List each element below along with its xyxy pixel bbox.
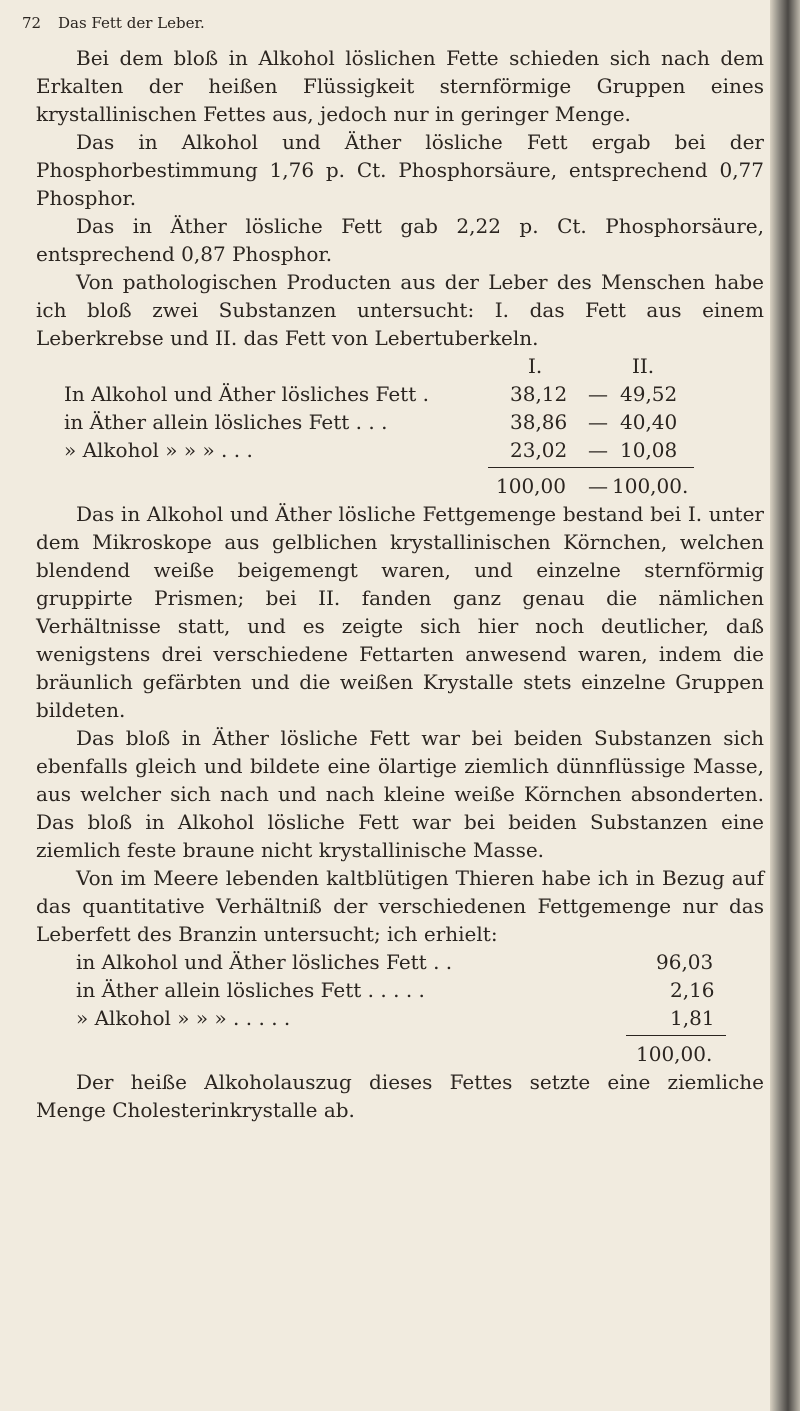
- table1-total-dash: —: [588, 474, 608, 498]
- table2-row: [36, 976, 764, 1004]
- table2-row: [36, 1004, 764, 1032]
- table1-header: [36, 352, 764, 380]
- table2-row-label: in Äther allein lösliches Fett . . . . .: [76, 978, 425, 1002]
- table1-value-2: 10,08: [620, 438, 678, 462]
- table1-row-label: » Alkohol » » » . . .: [64, 438, 253, 462]
- table1-value-1: 23,02: [510, 438, 568, 462]
- table2-value: 96,03: [656, 950, 714, 974]
- table1-row-label: In Alkohol und Äther lösliches Fett .: [64, 382, 429, 406]
- table2-value: 1,81: [670, 1006, 715, 1030]
- table1-value-1: 38,86: [510, 410, 568, 434]
- page-number: 72: [22, 14, 42, 32]
- table2-row-label: in Alkohol und Äther lösliches Fett . .: [76, 950, 453, 974]
- table1-value-2: 40,40: [620, 410, 678, 434]
- book-binding-edge: [770, 0, 800, 1411]
- table1-row: [36, 436, 764, 464]
- table2-total: 100,00.: [636, 1042, 713, 1066]
- table2-sum-rule: [626, 1035, 726, 1036]
- table2-row-label: » Alkohol » » » . . . . .: [76, 1006, 291, 1030]
- paragraph-sea-animals: Von im Meere lebenden kaltblütigen Thieren habe ich in Bezug auf das quantitative Verhältniß der verschiedenen Fettgemenge nur das Leberfett des Branzin untersucht; ich erhielt:: [36, 866, 764, 946]
- paragraph-phosphor-1: Das in Alkohol und Äther lösliche Fett ergab bei der Phosphorbestimmung 1,76 p. Ct. Phosphorsäure, entsprechend 0,77 Phosphor.: [36, 130, 764, 210]
- table1-row: [36, 408, 764, 436]
- table1-dash: —: [588, 410, 608, 434]
- paragraph-ether-fat: Das bloß in Äther lösliche Fett war bei beiden Substanzen sich ebenfalls gleich und bildete eine ölartige ziemlich dünnflüssige Masse, aus welcher sich nach und nach kleine weiße Körnchen absonderten. Das bloß in Alkohol lösliche Fett war bei beiden Substanzen eine ziemlich feste braune nicht krystallinische Masse.: [36, 726, 764, 862]
- table1-value-1: 38,12: [510, 382, 568, 406]
- paragraph-pathological: Von pathologischen Producten aus der Leber des Menschen habe ich bloß zwei Substanzen untersucht: I. das Fett aus einem Leberkrebse und II. das Fett von Lebertuberkeln.: [36, 270, 764, 350]
- paragraph-phosphor-2: Das in Äther lösliche Fett gab 2,22 p. Ct. Phosphorsäure, entsprechend 0,87 Phosphor.: [36, 214, 764, 266]
- paragraph-crystalline-fat: Bei dem bloß in Alkohol löslichen Fette schieden sich nach dem Erkalten der heißen Flüssigkeit sternförmige Gruppen eines krystallinischen Fettes aus, jedoch nur in geringer Menge.: [36, 46, 764, 126]
- running-title: Das Fett der Leber.: [58, 14, 205, 32]
- table1-row: [36, 380, 764, 408]
- table1-row-label: in Äther allein lösliches Fett . . .: [64, 410, 388, 434]
- table1-total-2: 100,00.: [612, 474, 689, 498]
- table1-total-1: 100,00: [496, 474, 566, 498]
- table1-totals: [36, 472, 764, 500]
- table1-col2-heading: II.: [632, 354, 655, 378]
- table1-sum-rule: [488, 467, 694, 468]
- table2-rule-wrap: [36, 1032, 764, 1040]
- body-text: [36, 44, 764, 1124]
- paragraph-cholesterin: Der heiße Alkoholauszug dieses Fettes setzte eine ziemliche Menge Cholesterinkrystalle ab.: [36, 1070, 764, 1122]
- table1-value-2: 49,52: [620, 382, 678, 406]
- table1-dash: —: [588, 438, 608, 462]
- table2-value: 2,16: [670, 978, 715, 1002]
- table1-rule-wrap: [36, 464, 764, 472]
- table1-col1-heading: I.: [528, 354, 543, 378]
- paragraph-microscope: Das in Alkohol und Äther lösliche Fettgemenge bestand bei I. unter dem Mikroskope aus gelblichen krystallinischen Körnchen, welchen blendend weiße beigemengt waren, und einzelne sternförmig gruppirte Prismen; bei II. fanden ganz genau die nämlichen Verhältnisse statt, und es zeigte sich hier noch deutlicher, daß wenigstens drei verschiedene Fettarten anwesend waren, indem die bräunlich gefärbten und die weißen Krystalle stets einzelne Gruppen bildeten.: [36, 502, 764, 722]
- page-header: [22, 14, 730, 40]
- table1-dash: —: [588, 382, 608, 406]
- table2-row: [36, 948, 764, 976]
- table2-total-row: [36, 1040, 764, 1068]
